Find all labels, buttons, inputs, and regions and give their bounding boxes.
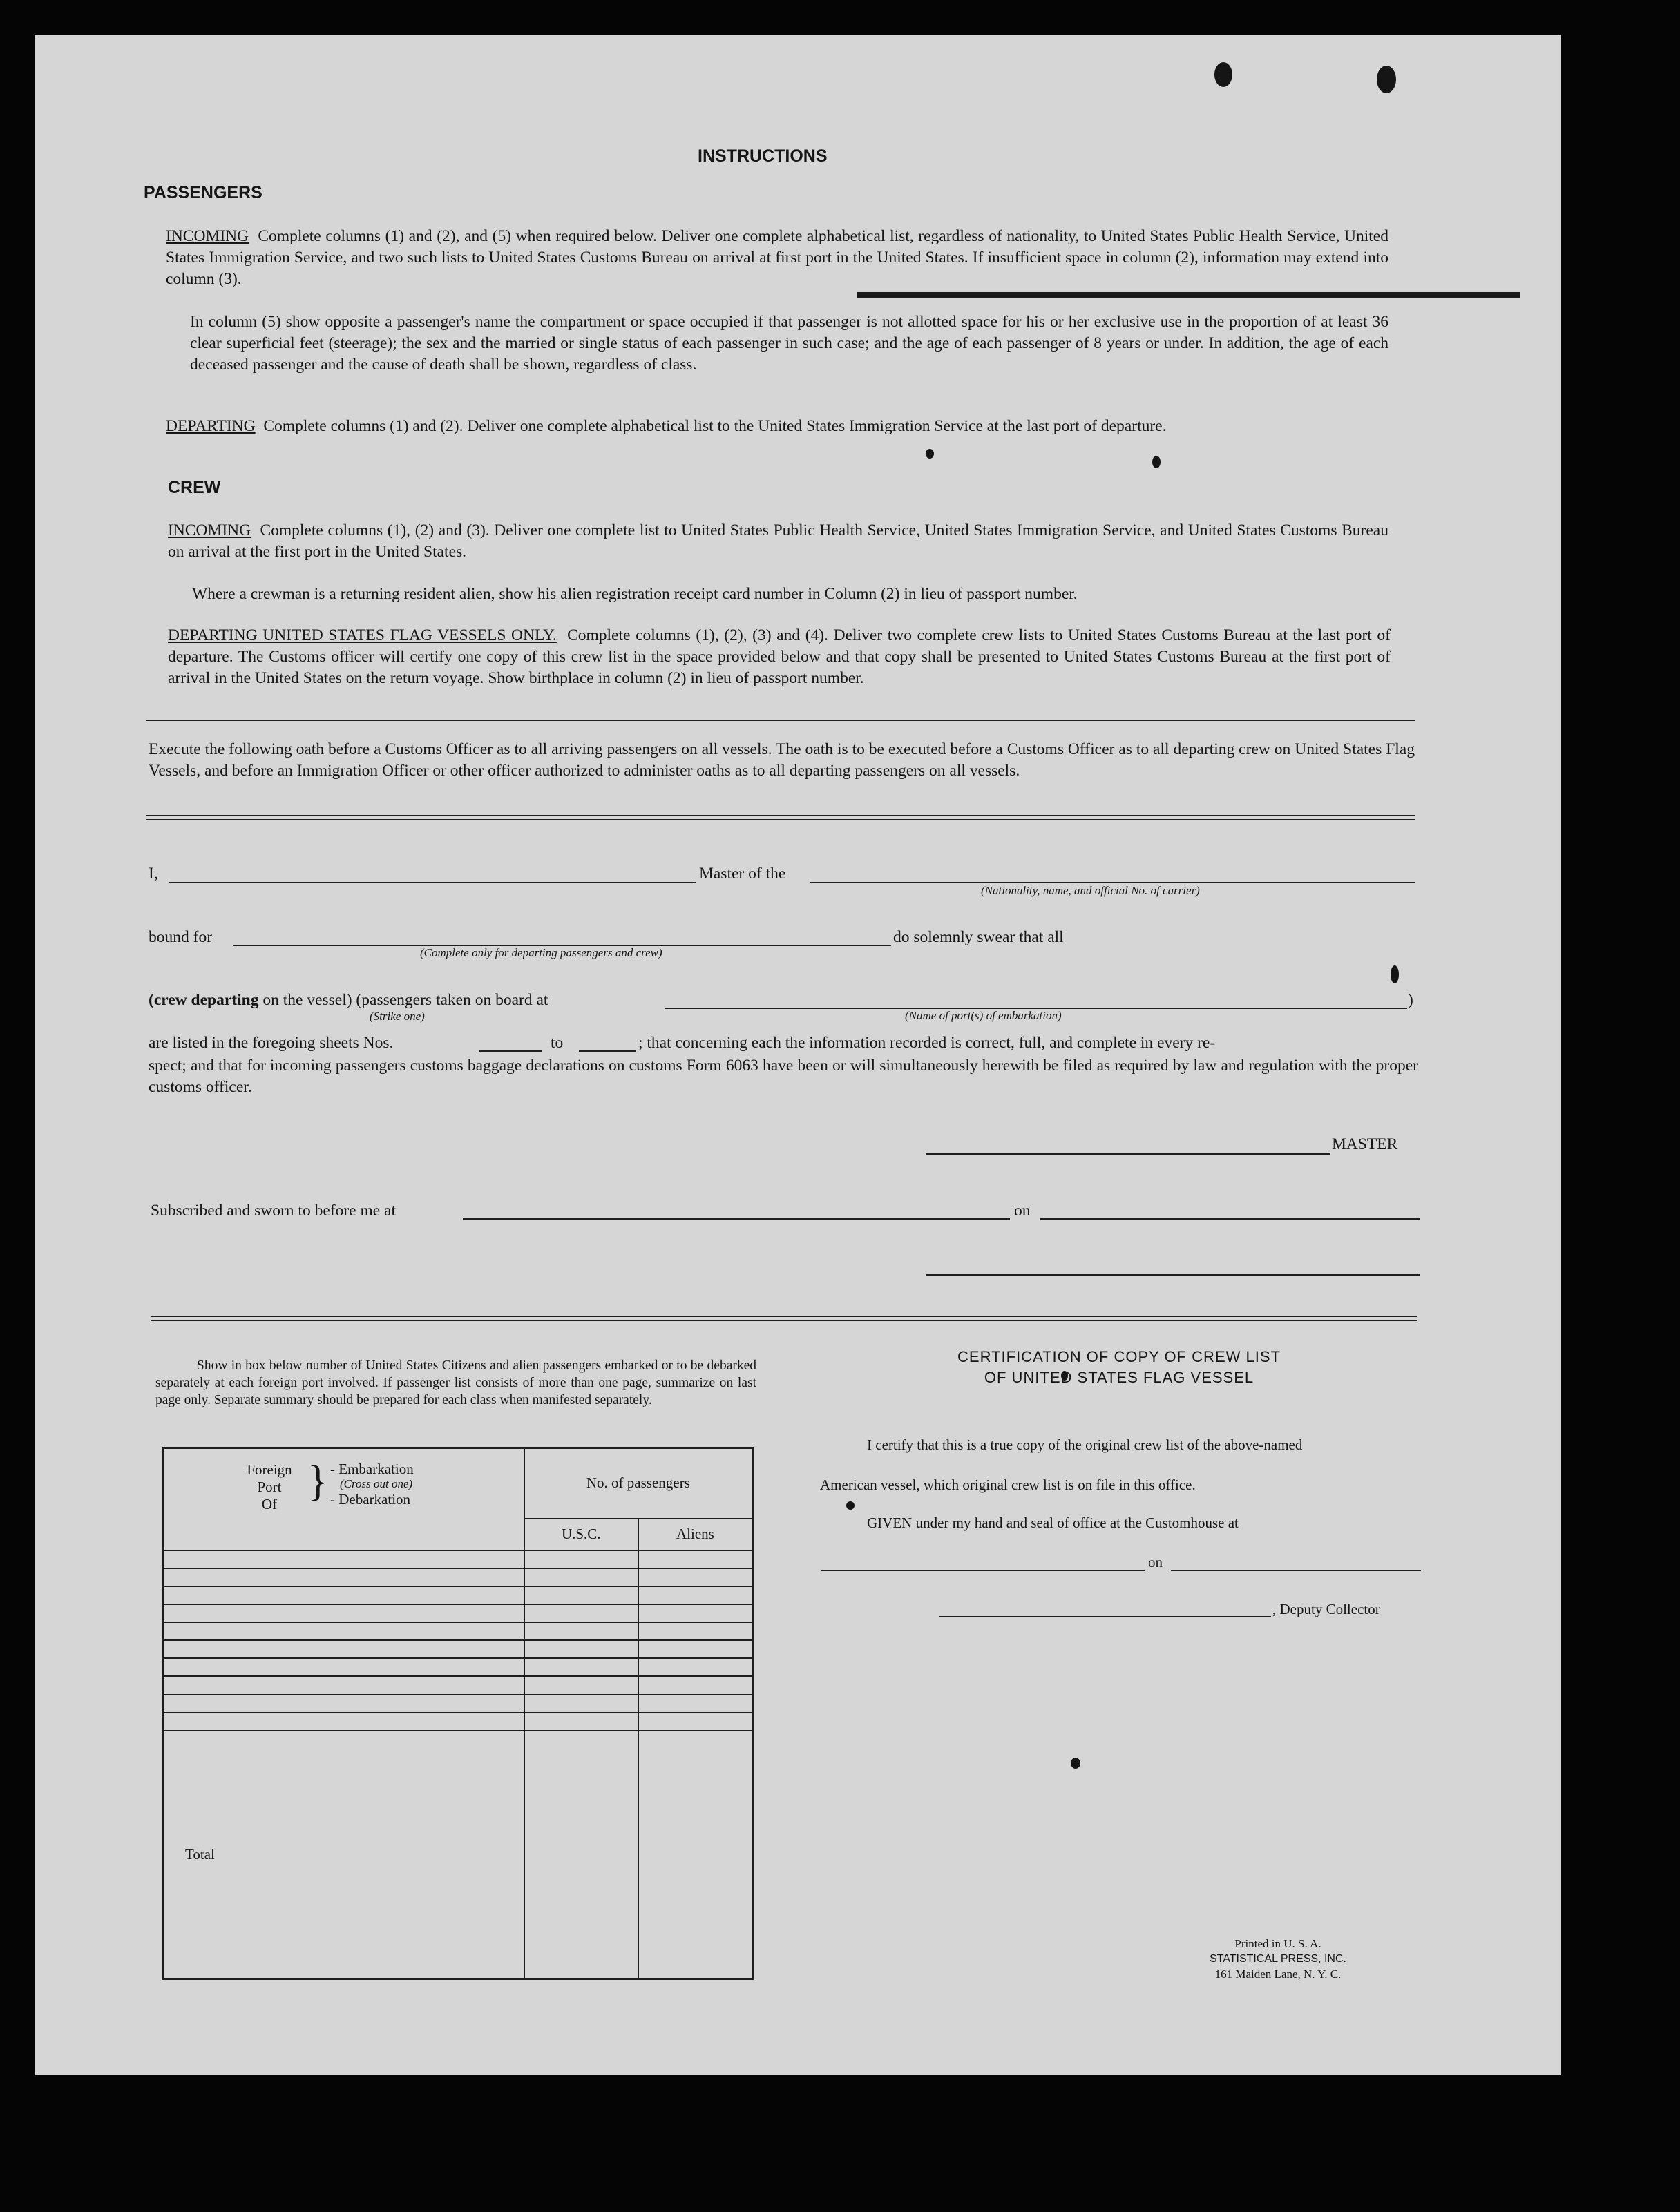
incoming-text: Complete columns (1) and (2), and (5) when required below. Deliver one complete alphabetical list, regardless of nationality, to United States Public Health Service, United States Immigration Service, and two such lists to United States Customs Bureau on arrival at first port in the United States. If insufficient space in column (2), information may extend into column (3).: [166, 227, 1388, 288]
table-row: [164, 1713, 753, 1731]
table-row: [164, 1568, 753, 1586]
ink-blot: [1391, 965, 1399, 983]
listed-to: to: [551, 1034, 564, 1052]
master-of-label: Master of the: [699, 865, 786, 883]
ink-blot: [1071, 1758, 1080, 1769]
master-label: MASTER: [1332, 1135, 1398, 1153]
summary-intro: Show in box below number of United States Citizens and alien passengers embarked or to be debarked separately at each foreign port involved. If passenger list consists of more than one page, summarize on last page only. Separate summary should be prepared for each class when manifested separately.: [155, 1358, 756, 1407]
passengers-heading: PASSENGERS: [144, 183, 262, 202]
oath-intro: Execute the following oath before a Customs Officer as to all arriving passengers on all vessels. The oath is to be executed before a Customs Officer as to all departing crew on United States Flag Vessels, and before an Immigration Officer or other officer authorized to administer oaths as to all departing passengers on all vessels.: [149, 740, 1415, 780]
total-label: Total: [164, 1731, 524, 1979]
listed-text-b: ; that concerning each the information recorded is correct, full, and complete in every re-: [638, 1034, 1216, 1052]
crew-incoming-paragraph: [168, 520, 1388, 563]
foreign-label: Foreign: [247, 1461, 292, 1478]
passengers-departing-paragraph: [166, 416, 1388, 437]
crew-departing-rest: on the vessel) (passengers taken on board at: [262, 991, 548, 1009]
listed-text-c: spect; and that for incoming passengers customs baggage declarations on customs Form 6063 have been or will simultaneously herewith be filed as required by law and regulation with the proper customs officer.: [149, 1057, 1418, 1096]
crew-departing-line: [149, 991, 548, 1010]
of-label: Of: [261, 1496, 278, 1512]
total-aliens[interactable]: [638, 1731, 753, 1979]
certification-on-label: on: [1148, 1554, 1163, 1570]
divider-double: [151, 1316, 1418, 1321]
table-row: [164, 1658, 753, 1676]
american-vessel-text: American vessel, which original crew list is on file in this office.: [820, 1477, 1196, 1493]
port-label: Port: [257, 1479, 282, 1495]
ink-blot: [1214, 62, 1232, 87]
sheet-from-field[interactable]: [479, 1050, 542, 1052]
flag-vessels-paragraph: [168, 625, 1391, 689]
redaction-smudge: [857, 292, 1520, 298]
crew-departing-bold: (crew departing: [149, 991, 259, 1009]
certification-title: [877, 1347, 1361, 1388]
sheet-to-field[interactable]: [579, 1050, 636, 1052]
instructions-title: INSTRUCTIONS: [698, 146, 828, 166]
crew-heading: CREW: [168, 478, 221, 497]
ink-blot: [926, 449, 934, 459]
vessel-field[interactable]: [810, 882, 1415, 883]
printer-line-3: 161 Maiden Lane, N. Y. C.: [1214, 1968, 1342, 1981]
crew-incoming-label: INCOMING: [168, 521, 251, 539]
listed-text-a: are listed in the foregoing sheets Nos.: [149, 1034, 394, 1052]
aliens-header: Aliens: [638, 1519, 753, 1550]
nationality-caption: (Nationality, name, and official No. of carrier): [981, 884, 1200, 897]
subscribed-place-field[interactable]: [463, 1218, 1010, 1220]
table-row: [164, 1640, 753, 1658]
flag-vessels-text: Complete columns (1), (2), (3) and (4). Deliver two complete crew lists to United States Customs Bureau at the last port of departure. The Customs officer will certify one copy of this crew list in the space provided below and that copy shall be presented to United States Customs Bureau at the first port of arrival in the United States on the return voyage. Show birthplace in column (2) in lieu of passport number.: [168, 626, 1391, 687]
bound-caption: (Complete only for departing passengers and crew): [420, 946, 662, 959]
subscribed-date-field[interactable]: [1040, 1218, 1420, 1220]
debarkation-label[interactable]: - Debarkation: [330, 1491, 411, 1508]
total-usc[interactable]: [524, 1731, 638, 1979]
ink-blot: [846, 1501, 855, 1510]
ink-blot: [1377, 66, 1396, 93]
deputy-signature-field[interactable]: [939, 1616, 1271, 1617]
flag-vessels-label: DEPARTING UNITED STATES FLAG VESSELS ONLY.: [168, 626, 557, 644]
cross-out-caption: (Cross out one): [340, 1477, 413, 1490]
departing-text: Complete columns (1) and (2). Deliver one complete alphabetical list to the United States Immigration Service at the last port of departure.: [263, 417, 1167, 435]
master-signature-field[interactable]: [926, 1153, 1330, 1155]
departing-label: DEPARTING: [166, 417, 256, 435]
crewman-paragraph: Where a crewman is a returning resident alien, show his alien registration receipt card number in Column (2) in lieu of passport number.: [192, 585, 1078, 603]
customhouse-field[interactable]: [821, 1570, 1145, 1571]
crew-incoming-text: Complete columns (1), (2) and (3). Deliver one complete list to United States Public Health Service, United States Immigration Service, and United States Customs Bureau on arrival at the first port in the United States.: [168, 521, 1388, 561]
swear-text: do solemnly swear that all: [893, 928, 1064, 946]
divider-double: [146, 815, 1415, 820]
printer-line-2: STATISTICAL PRESS, INC.: [1210, 1953, 1346, 1965]
certify-text: I certify that this is a true copy of the original crew list of the above-named: [867, 1436, 1303, 1453]
table-row: [164, 1695, 753, 1713]
subscribed-label: Subscribed and sworn to before me at: [151, 1202, 397, 1220]
table-row: [164, 1676, 753, 1694]
passenger-summary-table: [162, 1447, 754, 1980]
brace-icon: }: [307, 1458, 328, 1505]
table-row: [164, 1550, 753, 1568]
certification-title-2: OF UNITED STATES FLAG VESSEL: [984, 1369, 1254, 1386]
embarkation-label[interactable]: - Embarkation: [330, 1461, 414, 1477]
printer-line-1: Printed in U. S. A.: [1234, 1937, 1321, 1950]
officer-signature-field[interactable]: [926, 1274, 1420, 1276]
certification-date-field[interactable]: [1171, 1570, 1421, 1571]
table-row: [164, 1586, 753, 1604]
strike-caption: (Strike one): [370, 1010, 425, 1023]
close-paren: ): [1408, 991, 1413, 1009]
divider: [146, 720, 1415, 721]
oath-i-label: I,: [149, 865, 158, 883]
passengers-incoming-paragraph: [166, 226, 1388, 290]
incoming-label: INCOMING: [166, 227, 249, 245]
bound-for-label: bound for: [149, 928, 213, 946]
foreign-port-label: [238, 1461, 300, 1513]
column5-paragraph: In column (5) show opposite a passenger's name the compartment or space occupied if that passenger is not allotted space for his or her exclusive use in the proportion of at least 36 clear superficial feet (steerage); the sex and the married or single status of each passenger in such case; and the age of each passenger of 8 years or under. In addition, the age of each deceased passenger and the cause of death shall be shown, regardless of class.: [190, 313, 1388, 374]
printer-imprint: [1181, 1936, 1375, 1982]
embark-options: [330, 1461, 414, 1507]
total-row: [164, 1731, 753, 1979]
given-text: GIVEN under my hand and seal of office at the Customhouse at: [867, 1514, 1239, 1531]
foreign-port-header: [164, 1448, 524, 1550]
table-row: [164, 1622, 753, 1640]
certification-title-1: CERTIFICATION OF COPY OF CREW LIST: [957, 1348, 1281, 1365]
ports-caption: (Name of port(s) of embarkation): [905, 1009, 1062, 1022]
usc-header: U.S.C.: [524, 1519, 638, 1550]
subscribed-on-label: on: [1014, 1202, 1031, 1220]
table-row: [164, 1604, 753, 1622]
ink-blot: [1152, 456, 1161, 468]
master-name-field[interactable]: [169, 882, 696, 883]
deputy-collector-label: , Deputy Collector: [1272, 1601, 1380, 1617]
no-passengers-header: No. of passengers: [524, 1448, 753, 1519]
